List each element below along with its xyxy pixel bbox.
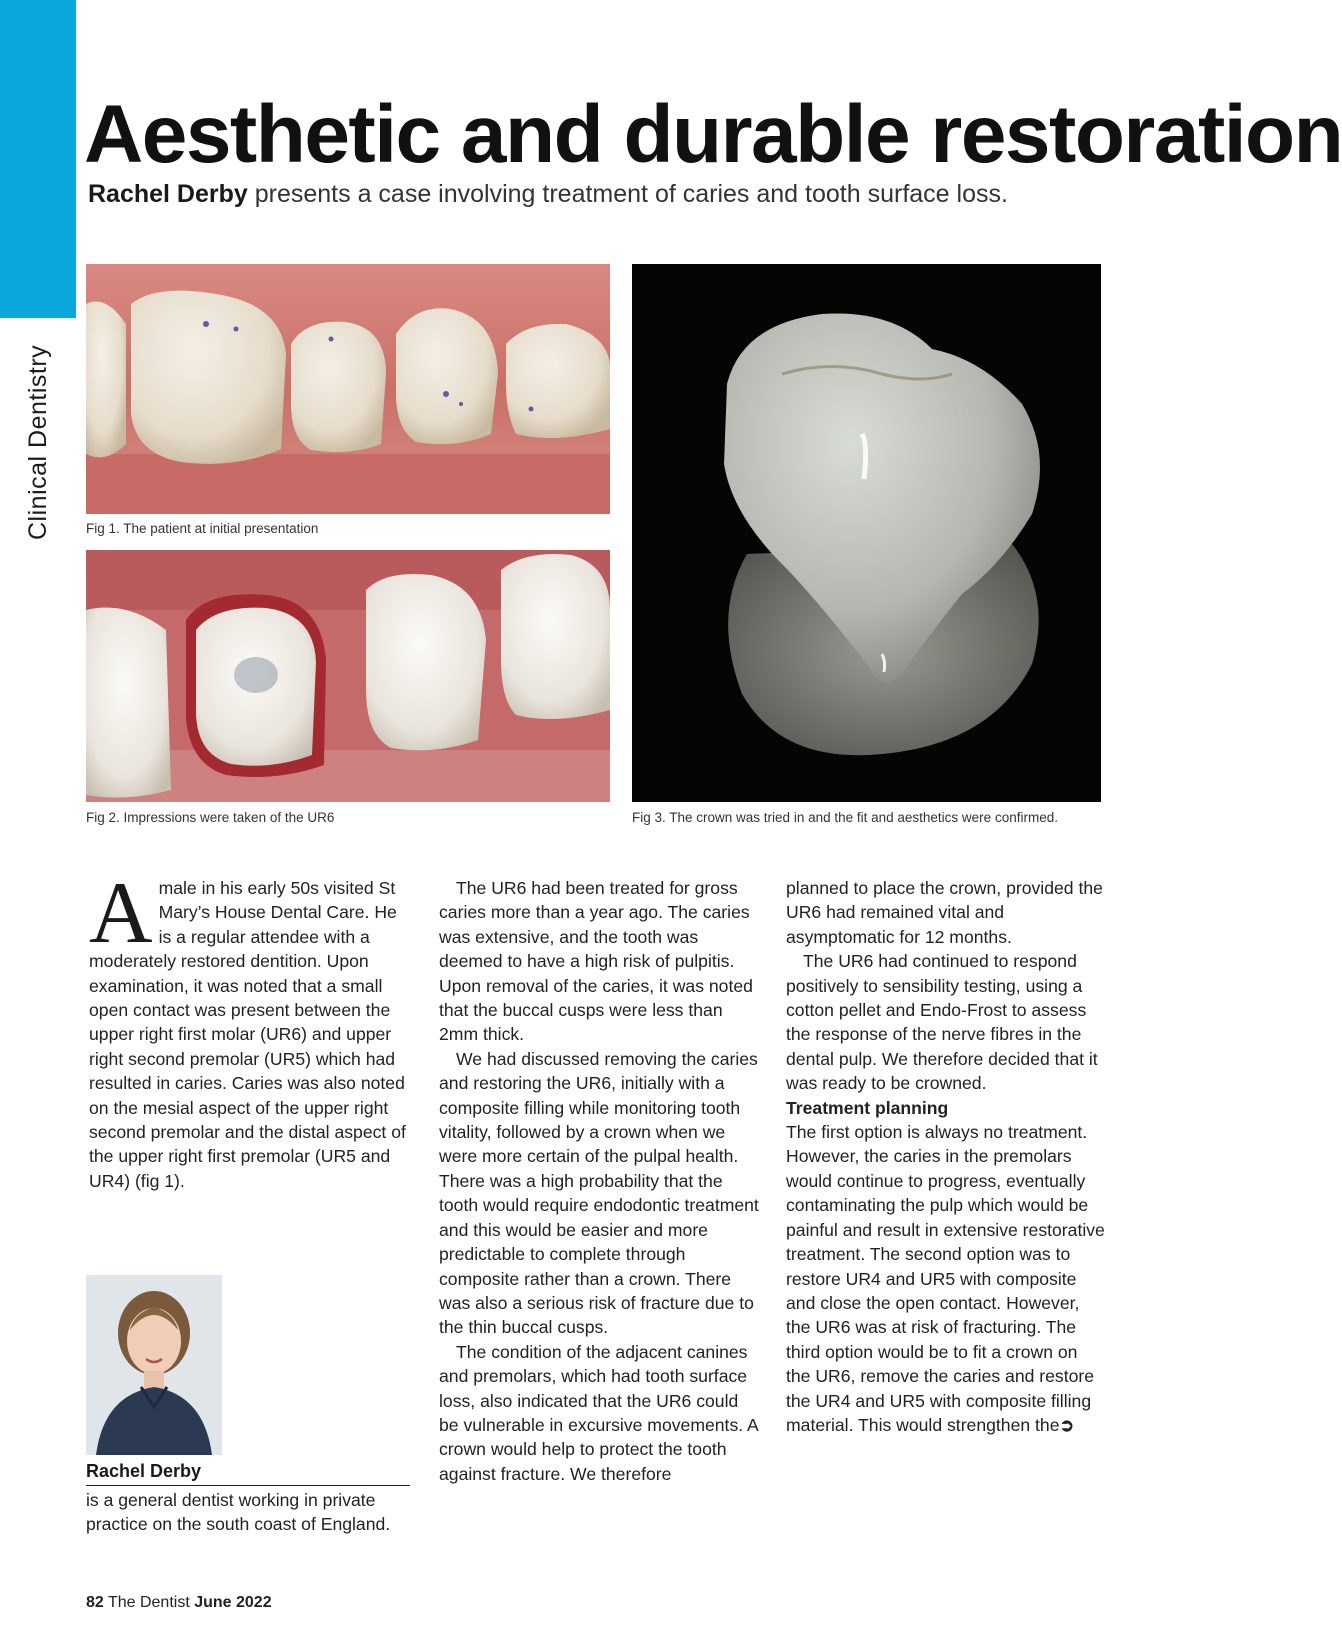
standfirst-text: presents a case involving treatment of caries and tooth surface loss. bbox=[247, 180, 1008, 208]
publication-name: The Dentist bbox=[107, 1594, 190, 1611]
paragraph-continued bbox=[786, 1120, 1106, 1437]
paragraph: The condition of the adjacent canines and premolars, which had tooth surface loss, also indicated that the UR6 could be vulnerable in excursive movements. A crown would help to protect the tooth against fracture. We therefore bbox=[439, 1341, 758, 1484]
paragraph-text: The first option is always no treatment. However, the caries in the premolars would continue to progress, eventually contaminating the pulp which would be painful and result in extensive restorative treatment. The second option was to restore UR4 and UR5 with composite and close the open contact. However, the UR6 was at risk of fracturing. The third option would be to fit a crown on the UR6, remove the caries and restore the UR4 and UR5 with composite filling material. This would strengthen the bbox=[786, 1122, 1105, 1435]
paragraph: The UR6 had continued to respond positively to sensibility testing, using a cotton pellet and Endo-Frost to assess the response of the nerve fibres in the dental pulp. We therefore decided that it was ready to be crowned. bbox=[786, 951, 1098, 1094]
issue-date: June 2022 bbox=[194, 1594, 272, 1611]
drop-cap: A bbox=[89, 865, 153, 962]
figure-1-photo bbox=[86, 264, 610, 514]
intro-paragraph bbox=[89, 865, 409, 1193]
author-bio: is a general dentist working in private practice on the south coast of England. bbox=[86, 1490, 391, 1535]
section-tag: Clinical Dentistry bbox=[24, 344, 52, 540]
subheading: Treatment planning bbox=[786, 1097, 949, 1118]
standfirst bbox=[88, 180, 1168, 209]
body-column-2 bbox=[439, 876, 759, 1486]
body-column-3 bbox=[786, 876, 1106, 1437]
figure-3-photo bbox=[632, 264, 1101, 802]
page-number: 82 bbox=[86, 1594, 104, 1611]
paragraph: The UR6 had been treated for gross caries more than a year ago. The caries was extensive, and the tooth was deemed to have a high risk of pulpitis. Upon removal of the caries, it was noted that the buccal cusps were less than 2mm thick. bbox=[439, 878, 753, 1045]
author-photo bbox=[86, 1275, 222, 1455]
headline: Aesthetic and durable restoration bbox=[84, 89, 1342, 180]
standfirst-author: Rachel Derby bbox=[88, 180, 248, 208]
figure-2-caption: Fig 2. Impressions were taken of the UR6 bbox=[86, 810, 335, 825]
figure-3-caption: Fig 3. The crown was tried in and the fit and aesthetics were confirmed. bbox=[632, 810, 1058, 825]
paragraph: We had discussed removing the caries and restoring the UR6, initially with a composite filling while monitoring tooth vitality, followed by a crown when we were more certain of the pulpal health. There was a high probability that the tooth would require endodontic treatment and this would be easier and more predictable to complete through composite rather than a crown. There was also a serious risk of fracture due to the thin buccal cusps. bbox=[439, 1048, 759, 1338]
page-folio bbox=[86, 1594, 272, 1612]
figure-1-caption: Fig 1. The patient at initial presentation bbox=[86, 521, 319, 536]
author-name: Rachel Derby bbox=[86, 1461, 410, 1486]
body-column-1 bbox=[89, 865, 409, 1193]
paragraph: planned to place the crown, provided the UR6 had remained vital and asymptomatic for 12 months. bbox=[786, 878, 1103, 947]
intro-text: male in his early 50s visited St Mary’s House Dental Care. He is a regular attendee with a moderately restored dentition. Upon examination, it was noted that a small open contact was present between the upper right first molar (UR6) and upper right second premolar (UR5) which had resulted in caries. Caries was also noted on the mesial aspect of the upper right second premolar and the distal aspect of the upper right first premolar (UR5 and UR4) (fig 1). bbox=[89, 878, 406, 1191]
figure-2-photo bbox=[86, 550, 610, 802]
continue-arrow-icon: ➲ bbox=[1059, 1414, 1075, 1435]
section-color-bar bbox=[0, 0, 76, 318]
